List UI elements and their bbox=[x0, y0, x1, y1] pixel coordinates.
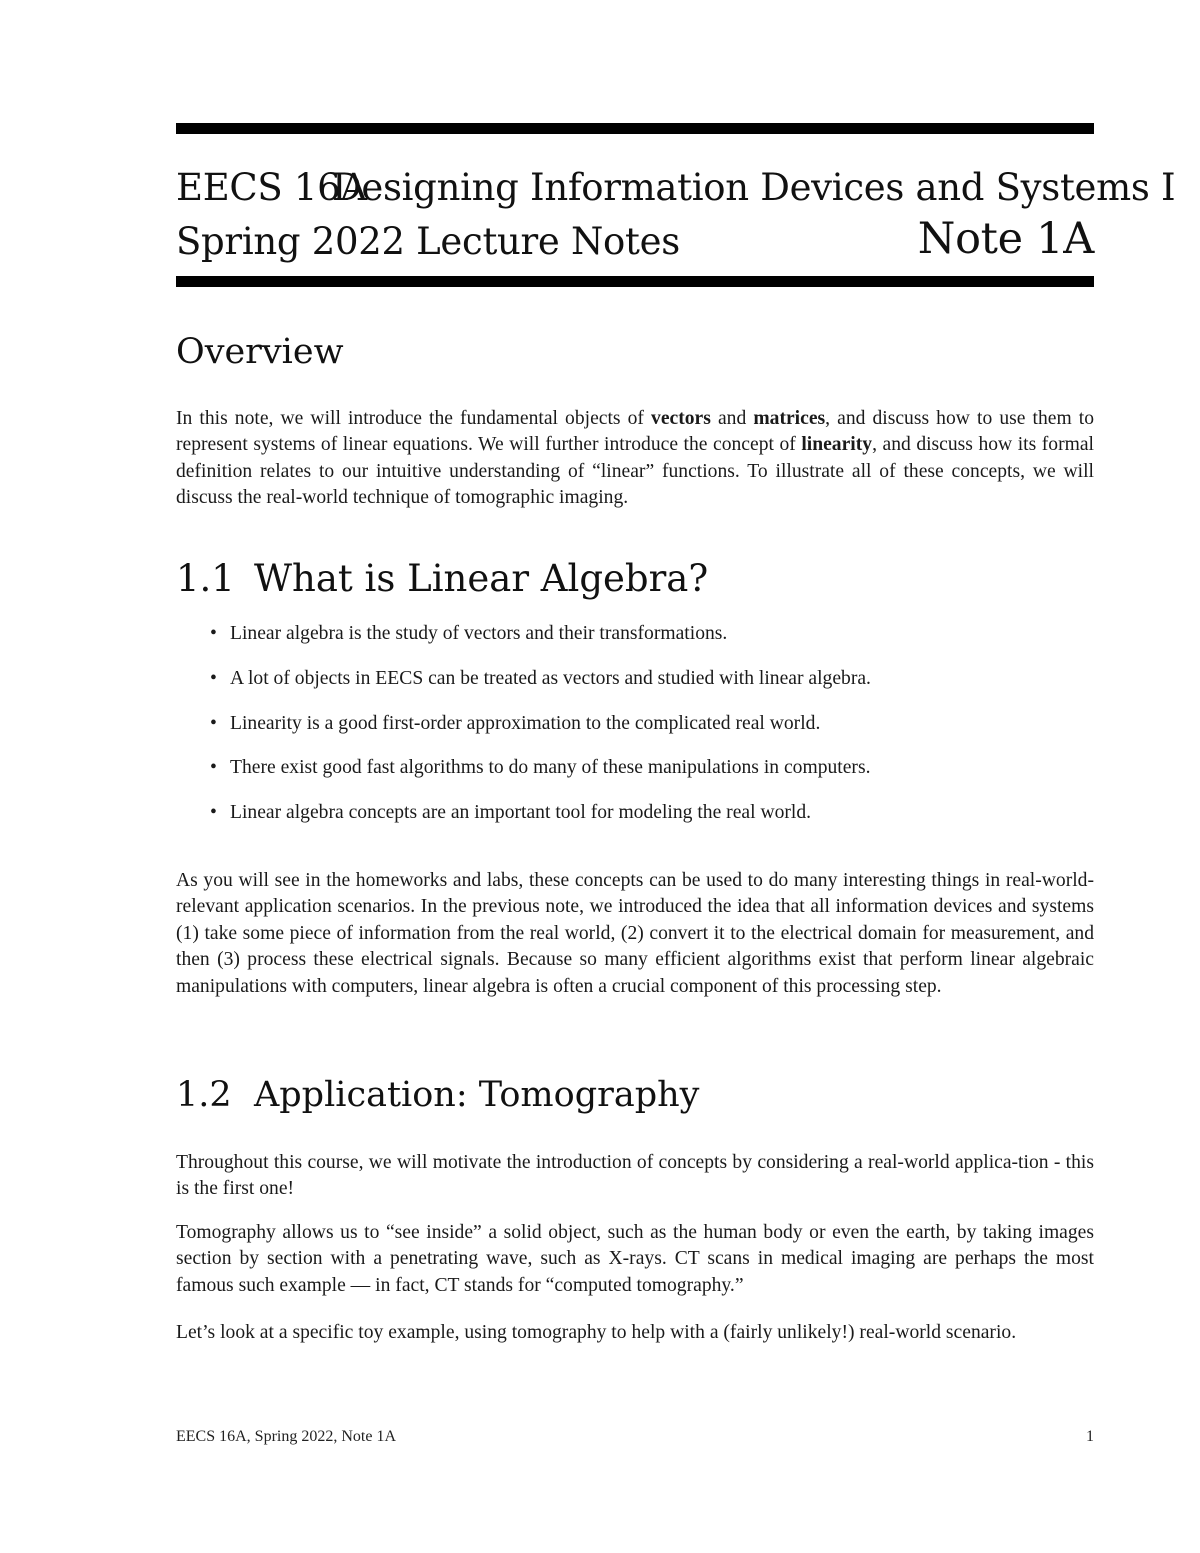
bullet-icon: • bbox=[210, 712, 217, 734]
header-title-line bbox=[176, 166, 1176, 209]
list-item-text: Linear algebra is the study of vectors and their transformations. bbox=[230, 623, 728, 644]
note-number: Note 1A bbox=[917, 214, 1094, 264]
bullet-icon: • bbox=[210, 667, 217, 689]
section-title: Application: Tomography bbox=[254, 1075, 700, 1115]
page-footer bbox=[176, 1428, 1094, 1446]
header-bottom-rule bbox=[176, 276, 1094, 287]
list-item-text: Linear algebra concepts are an important tool for modeling the real world. bbox=[230, 802, 812, 824]
section-1-2-paragraph-3: Let’s look at a specific toy example, using tomography to help with a (fairly unlikely!) real-world scenario. bbox=[176, 1322, 1017, 1343]
term-label: Spring 2022 Lecture Notes bbox=[176, 220, 680, 263]
footer-label: EECS 16A, Spring 2022, Note 1A bbox=[176, 1428, 396, 1445]
overview-text-1: In this note, we will introduce the fundamental objects of bbox=[176, 408, 652, 429]
section-number: 1.1 bbox=[176, 557, 235, 600]
list-item-text: There exist good fast algorithms to do many of these manipulations in computers. bbox=[230, 757, 871, 779]
section-number: 1.2 bbox=[176, 1075, 232, 1115]
bullet-icon: • bbox=[210, 623, 217, 644]
section-1-2-heading bbox=[176, 1075, 699, 1115]
course-code: EECS 16A bbox=[176, 166, 367, 209]
term-linearity: linearity bbox=[801, 434, 873, 456]
overview-heading: Overview bbox=[176, 332, 344, 372]
header-term-line bbox=[176, 214, 1094, 264]
section-1-1-heading bbox=[176, 557, 708, 600]
bullet-icon: • bbox=[210, 757, 217, 779]
term-matrices: matrices bbox=[753, 408, 826, 429]
overview-paragraph bbox=[176, 406, 1094, 512]
section-1-1-paragraph: As you will see in the homeworks and labs, these concepts can be used to do many interesting things in real-world-relevant application scenarios. In the previous note, we introduced the idea that all information devices and systems (1) take some piece of information from the real world, (2) convert it to the electrical domain for measurement, and then (3) process these electrical signals. Because so many efficient algorithms exist that perform linear algebraic manipulations with computers, linear algebra is often a crucial component of this processing step. bbox=[176, 870, 1094, 997]
list-item-text: Linearity is a good first-order approximation to the complicated real world. bbox=[230, 712, 821, 734]
bullet-icon: • bbox=[210, 802, 217, 824]
section-1-2-paragraph-1: Throughout this course, we will motivate the introduction of concepts by considering a real-world applica-tion - this is the first one! bbox=[176, 1152, 1094, 1200]
overview-text-3: , and discuss how to use them to represent systems of linear equations. We will further introduce the concept of bbox=[176, 408, 1095, 456]
term-vectors: vectors bbox=[651, 408, 711, 429]
header-top-rule bbox=[176, 123, 1094, 134]
list-item-text: A lot of objects in EECS can be treated as vectors and studied with linear algebra. bbox=[230, 667, 871, 689]
page-number: 1 bbox=[1086, 1428, 1094, 1445]
overview-text-4: , and discuss how its formal definition relates to our intuitive understanding of “linear” functions. To illustrate all of these concepts, we will discuss the real-world technique of tomographic imaging. bbox=[176, 434, 1094, 509]
course-title: Designing Information Devices and Systems I bbox=[332, 166, 1176, 209]
section-1-2-paragraph-2: Tomography allows us to “see inside” a solid object, such as the human body or even the earth, by taking images section by section with a penetrating wave, such as X-rays. CT scans in medical imaging are perhaps the most famous such example — in fact, CT stands for “computed tomography.” bbox=[176, 1222, 1094, 1296]
overview-text-2: and bbox=[710, 408, 754, 429]
section-title: What is Linear Algebra? bbox=[254, 557, 709, 600]
